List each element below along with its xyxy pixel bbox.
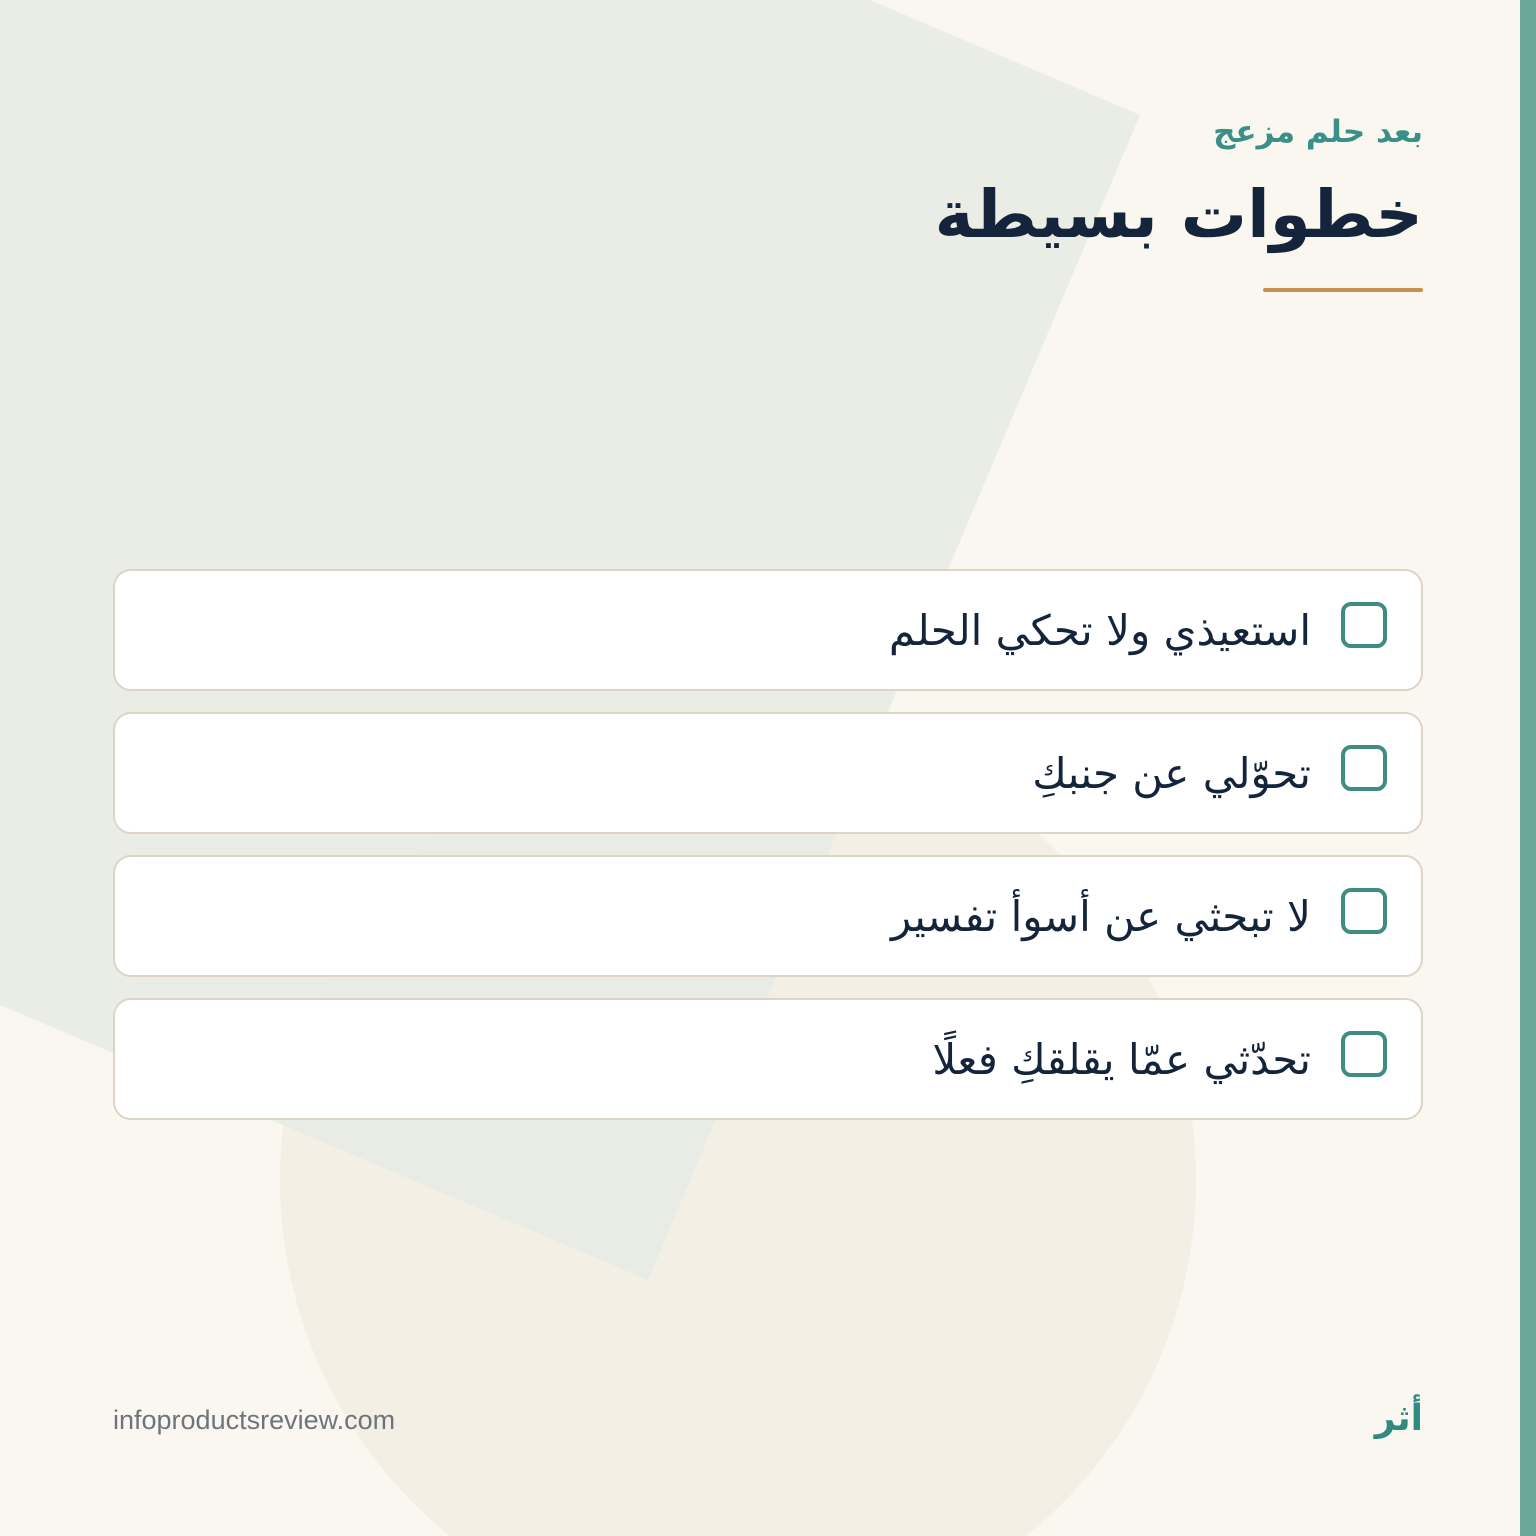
page-title: خطوات بسيطة [934,176,1423,253]
step-label-1: استعيذي ولا تحكي الحلم [888,606,1311,655]
step-label-2: تحوّلي عن جنبكِ [1032,749,1311,798]
step-item-3 [113,855,1423,977]
footer-url: infoproductsreview.com [113,1405,396,1435]
kicker-text: بعد حلم مزعج [1213,114,1423,150]
step-label-3: لا تبحثي عن أسوأ تفسير [890,892,1311,941]
steps-list [113,569,1423,1141]
step-label-4: تحدّثي عمّا يقلقكِ فعلًا [932,1035,1311,1084]
step-item-2 [113,712,1423,834]
step-item-4 [113,998,1423,1120]
step-checkbox-2[interactable] [1341,745,1387,791]
step-checkbox-3[interactable] [1341,888,1387,934]
step-checkbox-1[interactable] [1341,602,1387,648]
step-checkbox-4[interactable] [1341,1031,1387,1077]
right-accent-bar [1520,0,1536,1536]
step-item-1 [113,569,1423,691]
title-underline [1263,288,1423,292]
header [523,108,1423,256]
brand-logo: أثر [1374,1398,1423,1439]
